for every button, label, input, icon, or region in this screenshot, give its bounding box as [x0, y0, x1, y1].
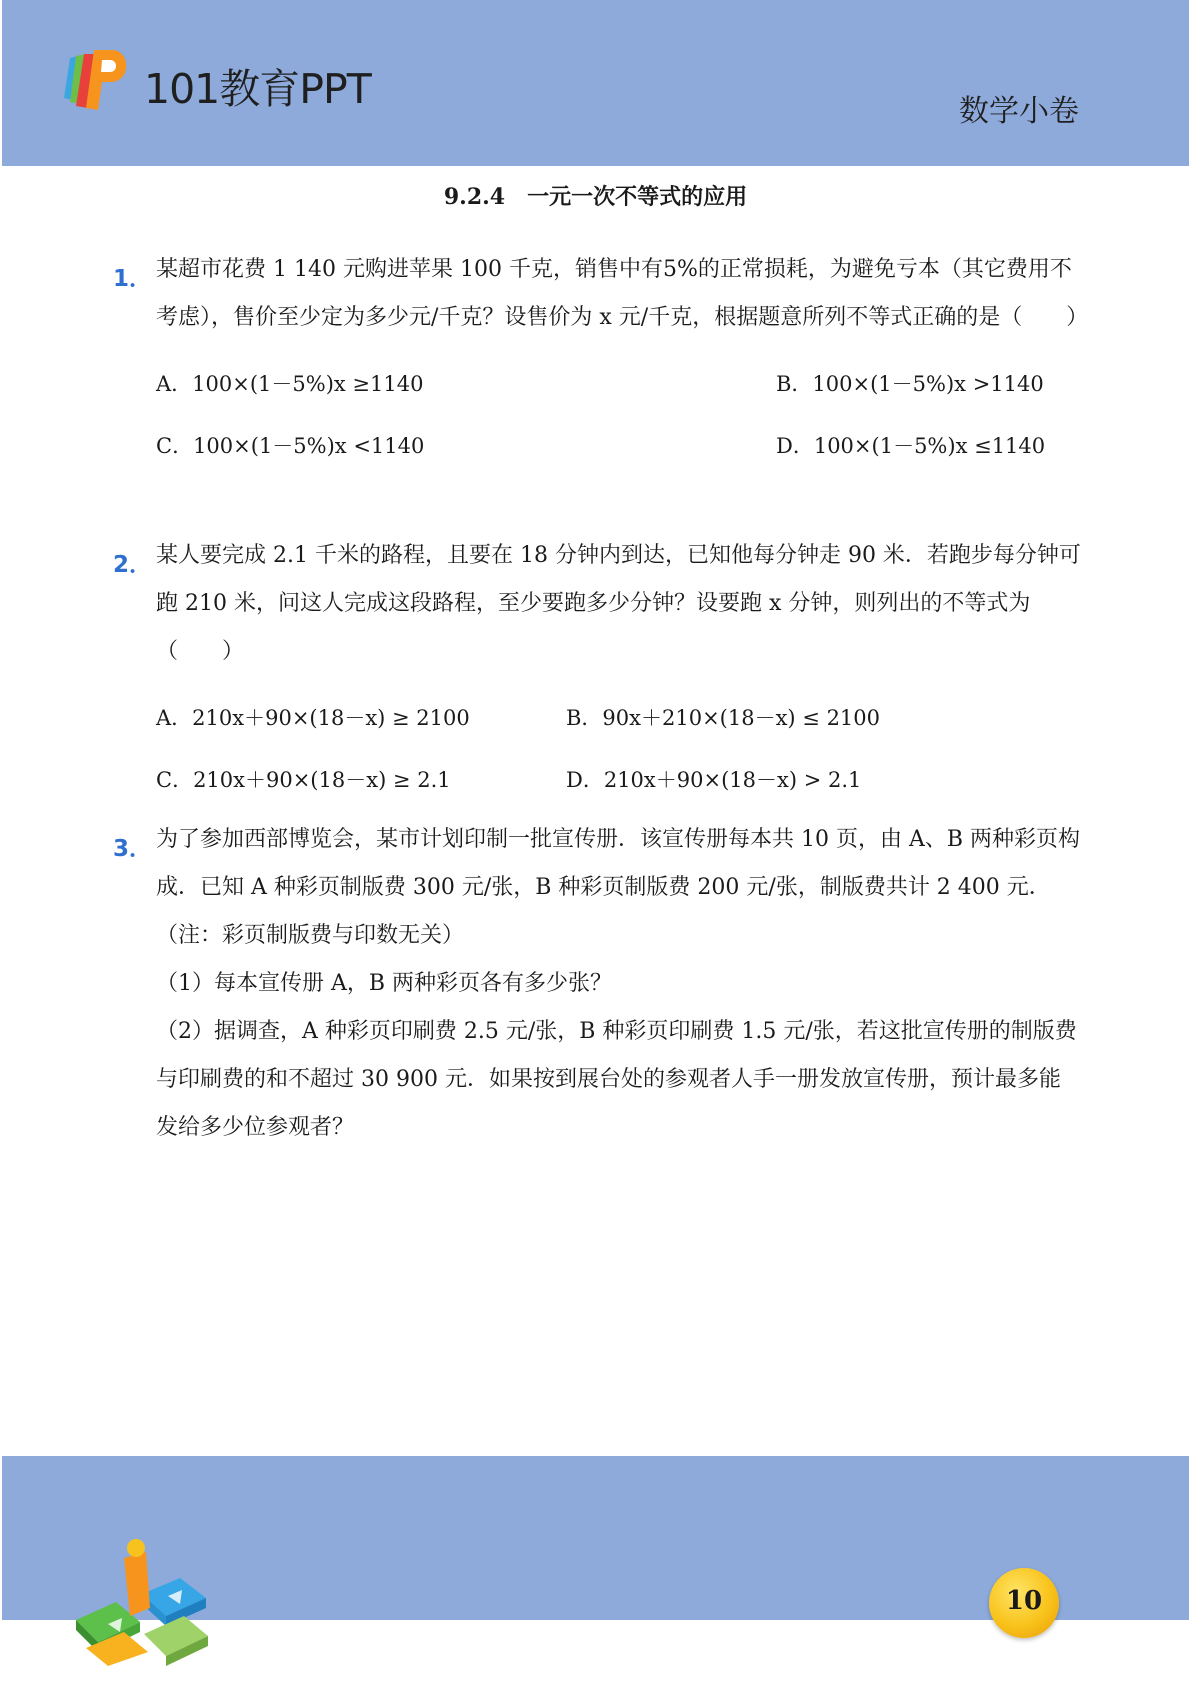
- question-1: [113, 255, 1089, 462]
- option-b: B．100×(1－5%)x >1140: [776, 372, 1044, 396]
- question-number: 1．: [113, 266, 153, 292]
- question-text: 某人要完成 2.1 千米的路程，且要在 18 分钟内到达，已知他每分钟走 90 米．若跑步每分钟可跑 210 米，问这人完成这段路程，至少要跑多少分钟？设要跑 x 分钟，则列出的不等式为（ ）: [156, 543, 1081, 664]
- options: [156, 676, 1081, 796]
- question-number: 3．: [113, 836, 153, 862]
- page-number-badge: [989, 1568, 1059, 1638]
- option-c: C．210x＋90×(18－x) ≥ 2.1: [156, 768, 451, 792]
- option-b: B．90x＋210×(18－x) ≤ 2100: [566, 706, 881, 730]
- option-a: A．100×(1－5%)x ≥1140: [156, 372, 424, 396]
- sub-question-2: （2）据调查，A 种彩页印刷费 2.5 元/张，B 种彩页印刷费 1.5 元/张，若这批宣传册的制版费与印刷费的和不超过 30 900 元．如果按到展台处的参观者人手一册发放宣传册，预计最多能发给多少位参观者？: [156, 1019, 1077, 1140]
- question-3: [113, 825, 1081, 1152]
- option-a: A．210x＋90×(18－x) ≥ 2100: [156, 706, 470, 730]
- question-2: [113, 541, 1081, 796]
- sub-question-1: （1）每本宣传册 A，B 两种彩页各有多少张？: [156, 971, 613, 996]
- question-text: 某超市花费 1 140 元购进苹果 100 千克，销售中有5%的正常损耗，为避免亏本（其它费用不考虑），售价至少定为多少元/千克？设售价为 x 元/千克，根据题意所列不等式正确的是（ ）: [156, 257, 1089, 330]
- option-d: D．100×(1－5%)x ≤1140: [776, 434, 1046, 458]
- options: [156, 342, 1081, 462]
- section-title: 9.2.4 一元一次不等式的应用: [443, 184, 748, 210]
- learning-blocks-icon: [68, 1538, 216, 1666]
- brand-name: 101教育PPT: [144, 65, 371, 113]
- question-number: 2．: [113, 552, 153, 578]
- option-c: C．100×(1－5%)x <1140: [156, 434, 425, 458]
- option-d: D．210x＋90×(18－x) > 2.1: [566, 768, 862, 792]
- question-text: 为了参加西部博览会，某市计划印制一批宣传册．该宣传册每本共 10 页，由 A、B 两种彩页构成．已知 A 种彩页制版费 300 元/张，B 种彩页制版费 200 元/张，制版费共计 2 400 元．（注：彩页制版费与印数无关）: [156, 827, 1081, 948]
- page-number: 10: [1005, 1586, 1043, 1616]
- brand-logo-icon: [56, 40, 136, 120]
- document-type-label: 数学小卷: [959, 94, 1079, 129]
